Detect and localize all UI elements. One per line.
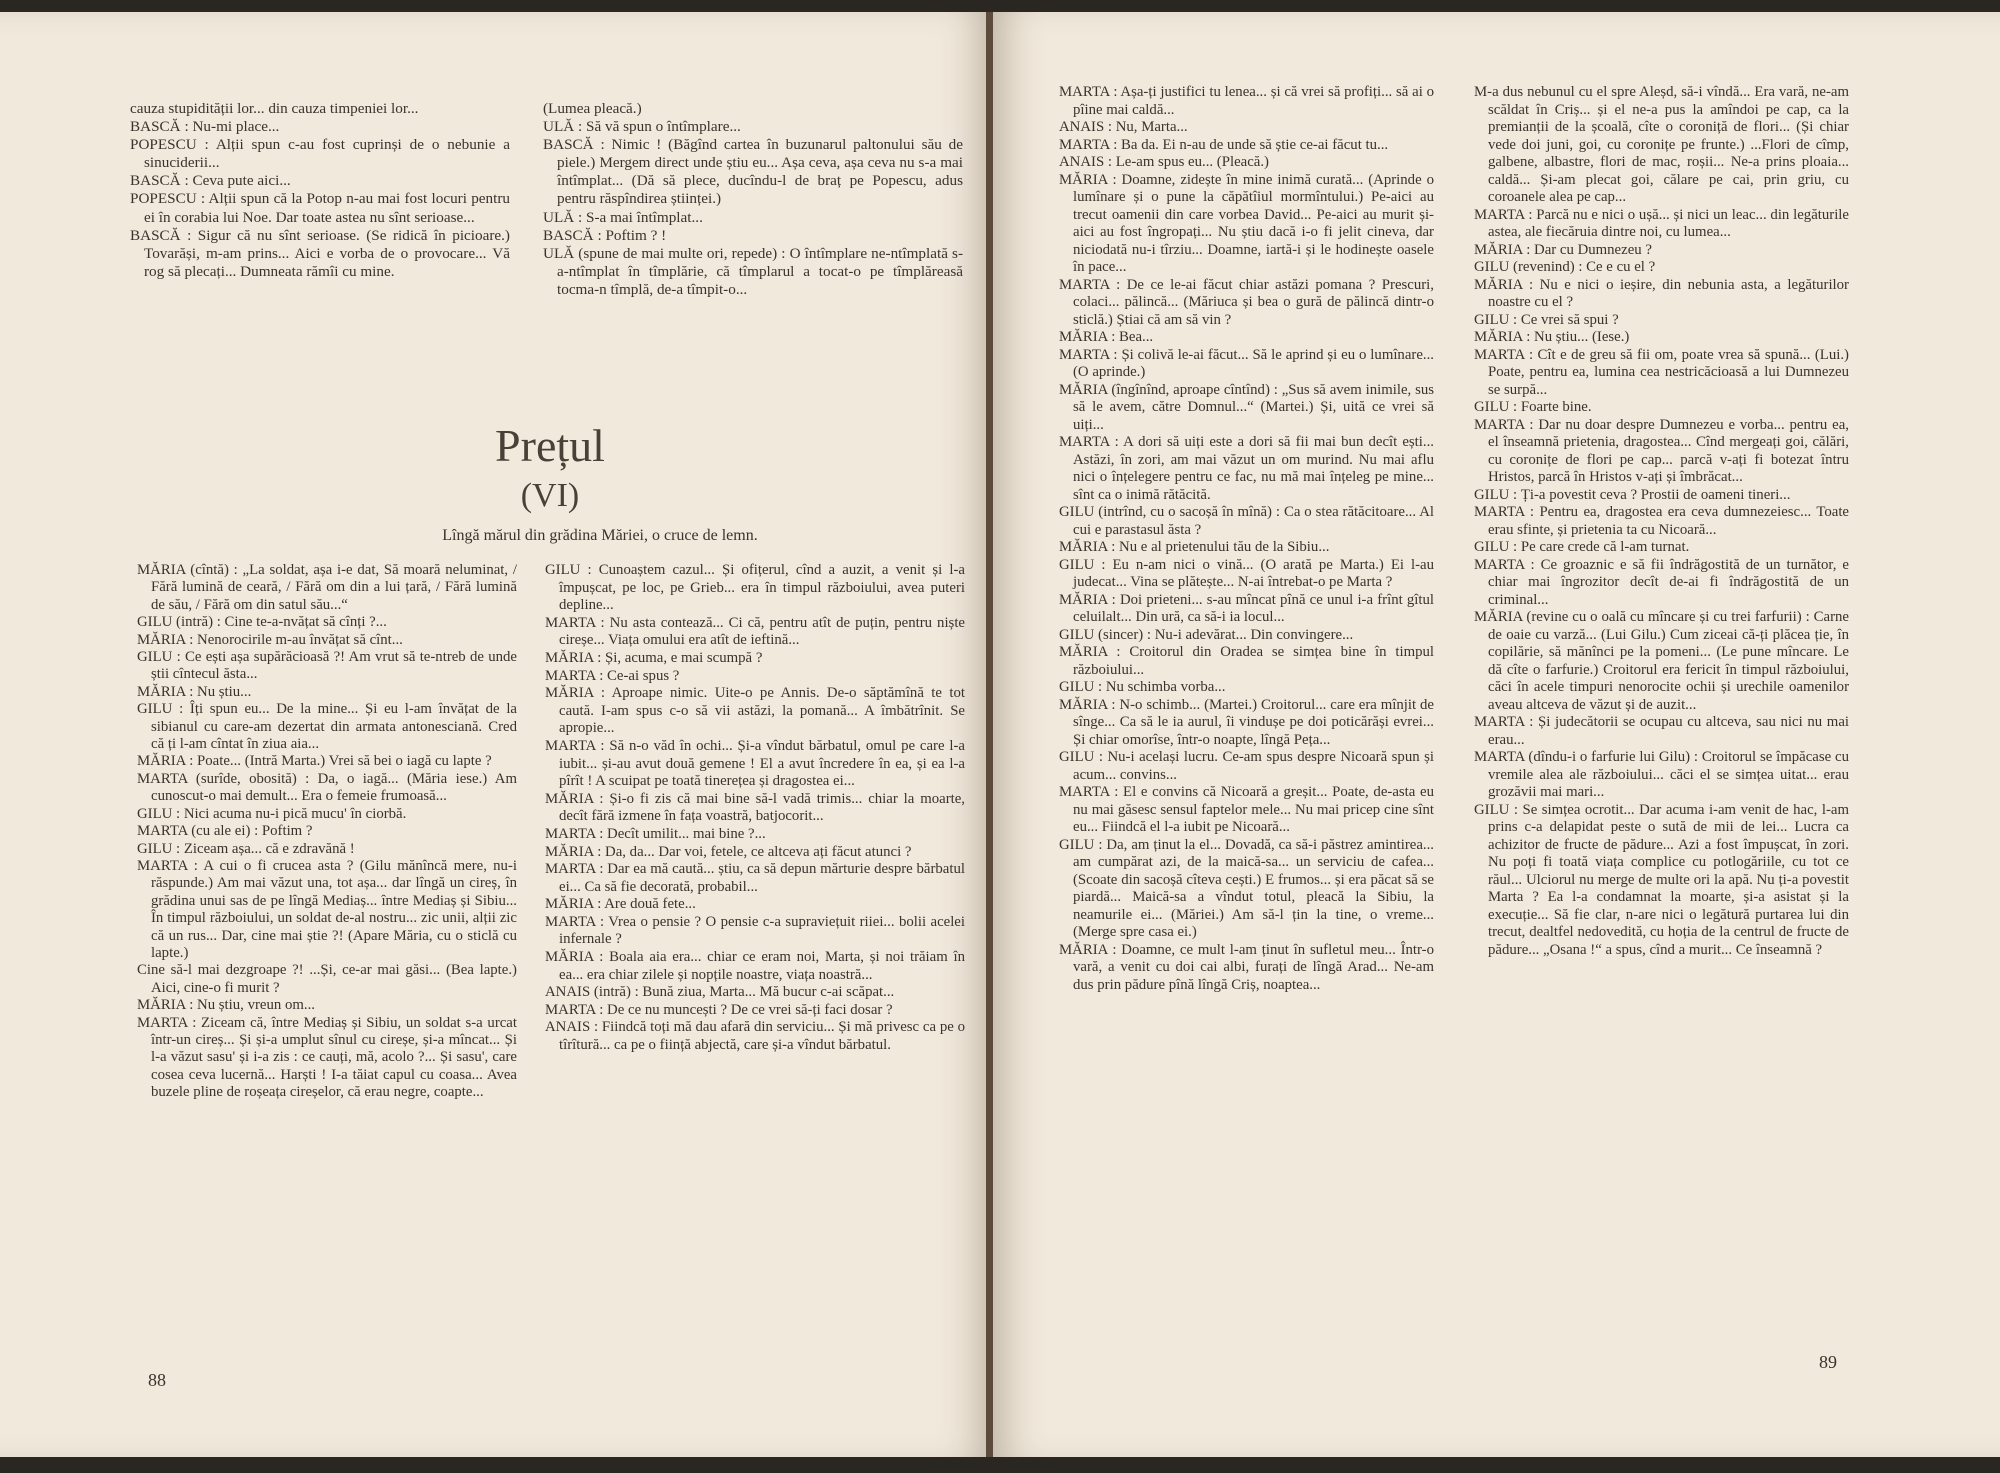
dialogue-paragraph: ULĂ : Să vă spun o întîmplare... <box>543 118 741 136</box>
dialogue-paragraph: GILU : Ziceam așa... că e zdravănă ! <box>137 840 355 857</box>
left-page-top-right-column <box>543 100 963 299</box>
dialogue-paragraph: GILU : Eu n-am nici o vină... (O arată pe Marta.) Ei l-au judecat... Vina se plătește... N-ai întrebat-o pe Marta ? <box>1059 556 1434 590</box>
dialogue-paragraph: MARTA : De ce le-ai făcut chiar astăzi pomana ? Prescuri, colaci... pălincă... (Măriuca și bea o gură de pălincă dintr-o sticlă.) Știai că am să vin ? <box>1059 276 1434 328</box>
dialogue-paragraph: GILU : Pe care crede că l-am turnat. <box>1474 539 1690 555</box>
dialogue-paragraph: GILU (intrînd, cu o sacoșă în mînă) : Ca o stea rătăcitoare... Al cui e parastasul ăsta ? <box>1059 504 1434 538</box>
dialogue-paragraph: MĂRIA : Nenorocirile m-au învățat să cînt... <box>137 631 403 648</box>
dialogue-paragraph: MĂRIA (revine cu o oală cu mîncare și cu trei farfurii) : Carne de oaie cu varză... (Lui Gilu.) Cum ziceai că-ți plăcea ție, în copilărie, să mănînci pe la pomeni... (Le pune mîncare. Le dă cîte o farfurie.) Croitorul era fericit în timpul războiului, căci în acele timpuri nenorocite ochii și urechile oamenilor aveau altceva de văzut și de auzit... <box>1474 609 1849 713</box>
dialogue-paragraph: MĂRIA : Croitorul din Oradea se simțea bine în timpul războiului... <box>1059 644 1434 678</box>
dialogue-paragraph: GILU : Îți spun eu... De la mine... Și eu l-am învățat de la sibianul cu care-am dezertat din armata antonesciană. Cred că ți l-am cîntat în ziua aia... <box>137 701 517 753</box>
dialogue-paragraph: MĂRIA : Nu știu, vreun om... <box>137 997 315 1014</box>
dialogue-paragraph: GILU : Ce vrei să spui ? <box>1474 311 1619 328</box>
play-title: Prețul <box>495 420 605 471</box>
dialogue-paragraph: ANAIS : Nu, Marta... <box>1059 119 1188 135</box>
dialogue-paragraph: ANAIS : Le-am spus eu... (Pleacă.) <box>1059 154 1269 170</box>
dialogue-paragraph: MARTA : Și judecătorii se ocupau cu altceva, sau nici nu mai erau... <box>1474 714 1849 748</box>
dialogue-paragraph: MARTA : Să n-o văd în ochi... Și-a vîndut bărbatul, omul pe care l-a iubit... și-au avut două gemene ! El a avut încredere în ea, și ea l-a pîrît ! A scuipat pe toată tinerețea și dragostea ei... <box>545 737 965 790</box>
dialogue-paragraph: MĂRIA (îngînînd, aproape cîntînd) : „Sus să avem inimile, sus să le avem, către Domnul...“ (Martei.) Și, uită ce vrei să uiți... <box>1059 381 1434 433</box>
dialogue-paragraph: GILU : Cunoaștem cazul... Și ofițerul, cînd a auzit, a venit și l-a împușcat, pe loc, pe Grieb... era în timpul războiului, avea puteri depline... <box>545 562 965 614</box>
dialogue-paragraph: MARTA : Dar nu doar despre Dumnezeu e vorba... pentru ea, el înseamnă prietenia, dragostea... Cînd mergeați goi, călări, cu coronițe de flori pe cap... parcă v-ați fi botezat întru Hristos, parcă în Hristos v-ați și îmbrăcat... <box>1474 416 1849 485</box>
dialogue-paragraph: GILU (revenind) : Ce e cu el ? <box>1474 259 1656 275</box>
dialogue-paragraph: POPESCU : Alții spun că la Potop n-au mai fost locuri pentru ei în corabia lui Noe. Dar toate astea nu sînt serioase... <box>130 190 510 226</box>
dialogue-paragraph: BASCĂ : Poftim ? ! <box>543 226 667 244</box>
dialogue-paragraph: MĂRIA : Doamne, zidește în mine inimă curată... (Aprinde o lumînare și o pune la căpătîiul mormîntului.) Pe-aici au trecut oamenii din care vorbea David... Pe-aici au murit și-aici au fost îngropați... Nu știu dacă i-o fi jelit cineva, dar niciodată nu-i tîrziu... Doamne, iartă-i și le hodinește oasele în pace... <box>1059 171 1434 275</box>
left-page <box>0 12 990 1457</box>
dialogue-paragraph: MARTA : Decît umilit... mai bine ?... <box>545 825 766 842</box>
dialogue-paragraph: MARTA : Ba da. Ei n-au de unde să știe ce-ai făcut tu... <box>1059 136 1389 153</box>
dialogue-paragraph: MĂRIA : Boala aia era... chiar ce eram noi, Marta, și noi trăiam în ea... era chiar zilele și nopțile noastre, viața noastră... <box>545 949 965 983</box>
dialogue-paragraph: MARTA : Dar ea mă caută... știu, ca să depun mărturie despre bărbatul ei... Ca să fie decorată, probabil... <box>545 861 965 895</box>
dialogue-paragraph: MARTA : Vrea o pensie ? O pensie c-a supraviețuit riiei... bolii acelei infernale ? <box>545 913 965 948</box>
dialogue-paragraph: MĂRIA : Dar cu Dumnezeu ? <box>1474 241 1652 258</box>
dialogue-paragraph: MĂRIA : Nu știu... (Iese.) <box>1474 329 1630 345</box>
dialogue-paragraph: MĂRIA : Nu e nici o ieșire, din nebunia asta, a legăturilor noastre cu el ? <box>1474 276 1849 310</box>
dialogue-paragraph: GILU : Nici acuma nu-i pică mucu' în ciorbă. <box>137 805 407 822</box>
dialogue-paragraph: GILU : Foarte bine. <box>1474 399 1592 415</box>
dialogue-paragraph: GILU : Se simțea ocrotit... Dar acuma i-am venit de hac, l-am prins c-a delapidat peste o sută de mii de lei... Lucra ca achizitor de fructe de pădure... Azi a fost împușcat, în zori. Nu poți fi toată viața complice cu potlogăriile, cu tot ce răul... Ulciorul nu merge de multe ori la apă. Nu ți-a povestit Marta ? Ea l-a condamnat la moarte, și-a asistat și la execuție... Să fie clar, n-are nici o legătură purtarea lui din trecut, dealtfel nedovedită, cu hoția de la centrul de fructe de pădure... „Osana !“ a spus, cînd a murit... Ce înseamnă ? <box>1474 801 1849 958</box>
right-page <box>993 12 2000 1457</box>
dialogue-paragraph: GILU : Nu schimba vorba... <box>1059 679 1226 695</box>
dialogue-paragraph: MARTA : Parcă nu e nici o ușă... și nici un leac... din legăturile astea, ale fiecăruia dintre noi, cu lumea... <box>1474 206 1849 240</box>
dialogue-paragraph: cauza stupidității lor... din cauza timpeniei lor... <box>130 100 419 117</box>
dialogue-paragraph: MĂRIA : Poate... (Intră Marta.) Vrei să bei o iagă cu lapte ? <box>137 753 492 770</box>
dialogue-paragraph: BASCĂ : Ceva pute aici... <box>130 172 291 190</box>
dialogue-paragraph: BASCĂ : Sigur că nu sînt serioase. (Se ridică în picioare.) Tovarăși, m-am prins... Aici e vorba de o provocare... Vă rog să plecați... Dumneata rămîi cu mine. <box>130 226 510 280</box>
dialogue-paragraph: M-a dus nebunul cu el spre Aleșd, să-i vîndă... Era vară, ne-am scăldat în Criș... și el ne-a pus la amîndoi pe cap, ca la premianții de la școală, cîte o coroniță de flori... (Și chiar vede doi juni, goi, cu coronițe pe frunte.) ...Flori de cîmp, galbene, albastre, flori de mac, roșii... Ne-a prins ploaia... caldă... Și-am plecat goi, călare pe cai, prin griu, cu coroanele alea pe cap... <box>1474 84 1849 205</box>
dialogue-paragraph: MĂRIA : Și, acuma, e mai scumpă ? <box>545 649 763 666</box>
dialogue-paragraph: (Lumea pleacă.) <box>543 100 642 117</box>
right-page-right-column <box>1474 84 1849 959</box>
dialogue-paragraph: MARTA : Ce-ai spus ? <box>545 667 680 684</box>
dialogue-paragraph: MARTA : Așa-ți justifici tu lenea... și că vrei să profiți... să ai o pîine mai caldă... <box>1059 84 1434 118</box>
dialogue-paragraph: MĂRIA : Da, da... Dar voi, fetele, ce altceva ați făcut atunci ? <box>545 843 912 860</box>
dialogue-paragraph: MARTA : Și colivă le-ai făcut... Să le aprind și eu o lumînare... (O aprinde.) <box>1059 346 1434 380</box>
dialogue-paragraph: GILU : Ți-a povestit ceva ? Prostii de oameni tineri... <box>1474 486 1791 503</box>
dialogue-paragraph: MARTA (surîde, obosită) : Da, o iagă... (Măria iese.) Am cunoscut-o mai demult... Era o femeie frumoasă... <box>137 770 517 805</box>
dialogue-paragraph: GILU (sincer) : Nu-i adevărat... Din convingere... <box>1059 626 1354 643</box>
dialogue-paragraph: MARTA : Cît e de greu să fii om, poate vrea să spună... (Lui.) Poate, pentru ea, lumina cea nestricăcioasă a lui Dumnezeu se surpă... <box>1474 346 1849 398</box>
left-page-bottom-left-column <box>137 562 517 1102</box>
dialogue-paragraph: ULĂ : S-a mai întîmplat... <box>543 208 703 226</box>
dialogue-paragraph: GILU : Da, am ținut la el... Dovadă, ca să-i păstrez amintirea... am cumpărat azi, de la maică-sa... un serviciu de cafea... (Scoate din sacoșă cîteva cești.) E frumos... și era păcat să se piardă... Maică-sa a vîndut totul, pleacă la Sibiu, la neamurile ei... (Măriei.) Am să-l țin la tine, o vreme... (Merge spre casa ei.) <box>1059 836 1434 940</box>
dialogue-paragraph: MARTA : A cui o fi crucea asta ? (Gilu mănîncă mere, nu-i răspunde.) Am mai văzut una, tot așa... dar lîngă un cireș, în grădina unui sas de pe lîngă Mediaș... între Mediaș și Sibiu... În timpul războiului, un soldat de-al nostru... zic unii, alții zic că un rus... Dar, cine mai știe ?! (Apare Măria, cu o sticlă cu lapte.) <box>137 857 517 961</box>
act-number: (VI) <box>520 477 580 514</box>
dialogue-paragraph: BASCĂ : Nu-mi place... <box>130 118 280 136</box>
dialogue-paragraph: MARTA : Nu asta contează... Ci că, pentru atît de puțin, pentru niște cireșe... Viața omului era atît de ieftină... <box>545 614 965 649</box>
dialogue-paragraph: MARTA : El e convins că Nicoară a greșit... Poate, de-asta eu nu mai găsesc sensul faptelor mele... Nu mai pricep cine sînt eu... Fiindcă el l-a iubit pe Nicoară... <box>1059 784 1434 835</box>
dialogue-paragraph: BASCĂ : Nimic ! (Băgînd cartea în buzunarul paltonului său de piele.) Mergem direct unde știu eu... Așa ceva, așa ceva nu s-a mai întîmplat... (Dă să plece, ducîndu-l de braț pe Popescu, adus pentru răspîndirea științei.) <box>543 136 963 208</box>
dialogue-paragraph: MĂRIA : Și-o fi zis că mai bine să-l vadă trimis... chiar la moarte, decît fără izmene în fața voastră, batjocorit... <box>545 790 965 825</box>
dialogue-paragraph: MARTA (cu ale ei) : Poftim ? <box>137 823 313 840</box>
dialogue-paragraph: ULĂ (spune de mai multe ori, repede) : O întîmplare ne-ntîmplată s-a-ntîmplat în tîmplărie, că tîmplarul a tocat-o pe tîmplăreasă tocma-n tîmplă, de-a tîmpit-o... <box>543 244 963 298</box>
dialogue-paragraph: MĂRIA : Are două fete... <box>545 896 696 913</box>
dialogue-paragraph: MARTA : A dori să uiți este a dori să fii mai bun decît ești... Astăzi, în zori, am mai văzut un om murind. Nu mai aflu nici o înțelegere pentru ce fac, nu mă mai înțeleg pe mine... sînt ca o inimă rătăcită. <box>1059 434 1434 503</box>
dialogue-paragraph: MĂRIA : Nu e al prietenului tău de la Sibiu... <box>1059 539 1330 555</box>
dialogue-paragraph: MĂRIA : Aproape nimic. Uite-o pe Annis. De-o săptămînă te tot caută. I-am spus c-o să vii astăzi, la pomană... A îmbătrînit. Se apropie... <box>545 685 965 737</box>
dialogue-paragraph: Cine să-l mai dezgroape ?! ...Și, ce-ar mai găsi... (Bea lapte.) Aici, cine-o fi murit ? <box>137 962 517 996</box>
dialogue-paragraph: MARTA : Ce groaznic e să fii îndrăgostită de un turnător, e chiar mai îngrozitor decît de-ai fi îndrăgostită de un criminal... <box>1474 556 1849 608</box>
right-page-left-column <box>1059 84 1434 994</box>
dialogue-paragraph: MĂRIA : N-o schimb... (Martei.) Croitorul... care era mînjit de sînge... Ca să le ia aurul, îi vindușe pe doi poticărăși evrei... Și chiar omorîse, într-o noapte, lîngă Peța... <box>1059 696 1434 748</box>
left-page-bottom-right-column <box>545 562 965 1055</box>
dialogue-paragraph: MARTA : De ce nu muncești ? De ce vrei să-ți faci dosar ? <box>545 1001 893 1018</box>
dialogue-paragraph: MARTA (dîndu-i o farfurie lui Gilu) : Croitorul se împăcase cu vremile alea ale războiului... căci el se simțea uitat... erau grozăvii mai mari... <box>1474 749 1849 800</box>
dialogue-paragraph: GILU : Ce ești așa supărăcioasă ?! Am vrut să te-ntreb de unde știi cîntecul ăsta... <box>137 649 517 683</box>
dialogue-paragraph: GILU (intră) : Cine te-a-nvățat să cînți ?... <box>137 614 387 631</box>
dialogue-paragraph: MARTA : Pentru ea, dragostea era ceva dumnezeiesc... Toate erau sfinte, și prietenia ta cu Nicoară... <box>1474 504 1849 538</box>
dialogue-paragraph: MĂRIA : Nu știu... <box>137 683 252 700</box>
dialogue-paragraph: ANAIS (intră) : Bună ziua, Marta... Mă bucur c-ai scăpat... <box>545 984 895 1001</box>
dialogue-paragraph: ANAIS : Fiindcă toți mă dau afară din serviciu... Și mă privesc ca pe o tîrîtură... ca pe o ființă abjectă, care și-a vîndut bărbatul. <box>545 1019 965 1054</box>
left-page-top-left-column <box>130 100 510 281</box>
dialogue-paragraph: POPESCU : Alții spun c-au fost cuprinși de o nebunie a sinuciderii... <box>130 136 510 172</box>
dialogue-paragraph: MĂRIA : Bea... <box>1059 329 1154 345</box>
dialogue-paragraph: MĂRIA (cîntă) : „La soldat, așa i-e dat, Să moară neluminat, / Fără lumină de ceară, / Fără om din a lui țară, / Fără lumină de său, / Fără om din satul său...“ <box>137 562 517 613</box>
page-number-left: 88 <box>148 1370 166 1390</box>
dialogue-paragraph: MĂRIA : Doamne, ce mult l-am ținut în sufletul meu... Într-o vară, a venit cu doi cai albi, furați de lîngă Arad... Ne-am dus prin pădure pînă lîngă Criș, noaptea... <box>1059 941 1434 993</box>
stage-setting: Lîngă mărul din grădina Măriei, o cruce de lemn. <box>442 527 758 544</box>
page-number-right: 89 <box>1819 1352 1837 1372</box>
dialogue-paragraph: GILU : Nu-i același lucru. Ce-am spus despre Nicoară spun și acum... convins... <box>1059 749 1434 783</box>
dialogue-paragraph: MĂRIA : Doi prieteni... s-au mîncat pînă ce unul i-a frînt gîtul celuilalt... Din ură, ca să-i ia locul... <box>1059 591 1434 625</box>
dialogue-paragraph: MARTA : Ziceam că, între Mediaș și Sibiu, un soldat s-a urcat într-un cireș... Și și-a umplut sînul cu cireșe, și-a mîncat... Și l-a văzut sasu' și i-a zis : ce cauți, mă, acolo ?... Și sasu', care cosea ceva lucernă... Harști ! I-a tăiat capul cu coasa... Avea buzele pline de roșeața cireșelor, că erau negre, coapte... <box>137 1014 517 1101</box>
